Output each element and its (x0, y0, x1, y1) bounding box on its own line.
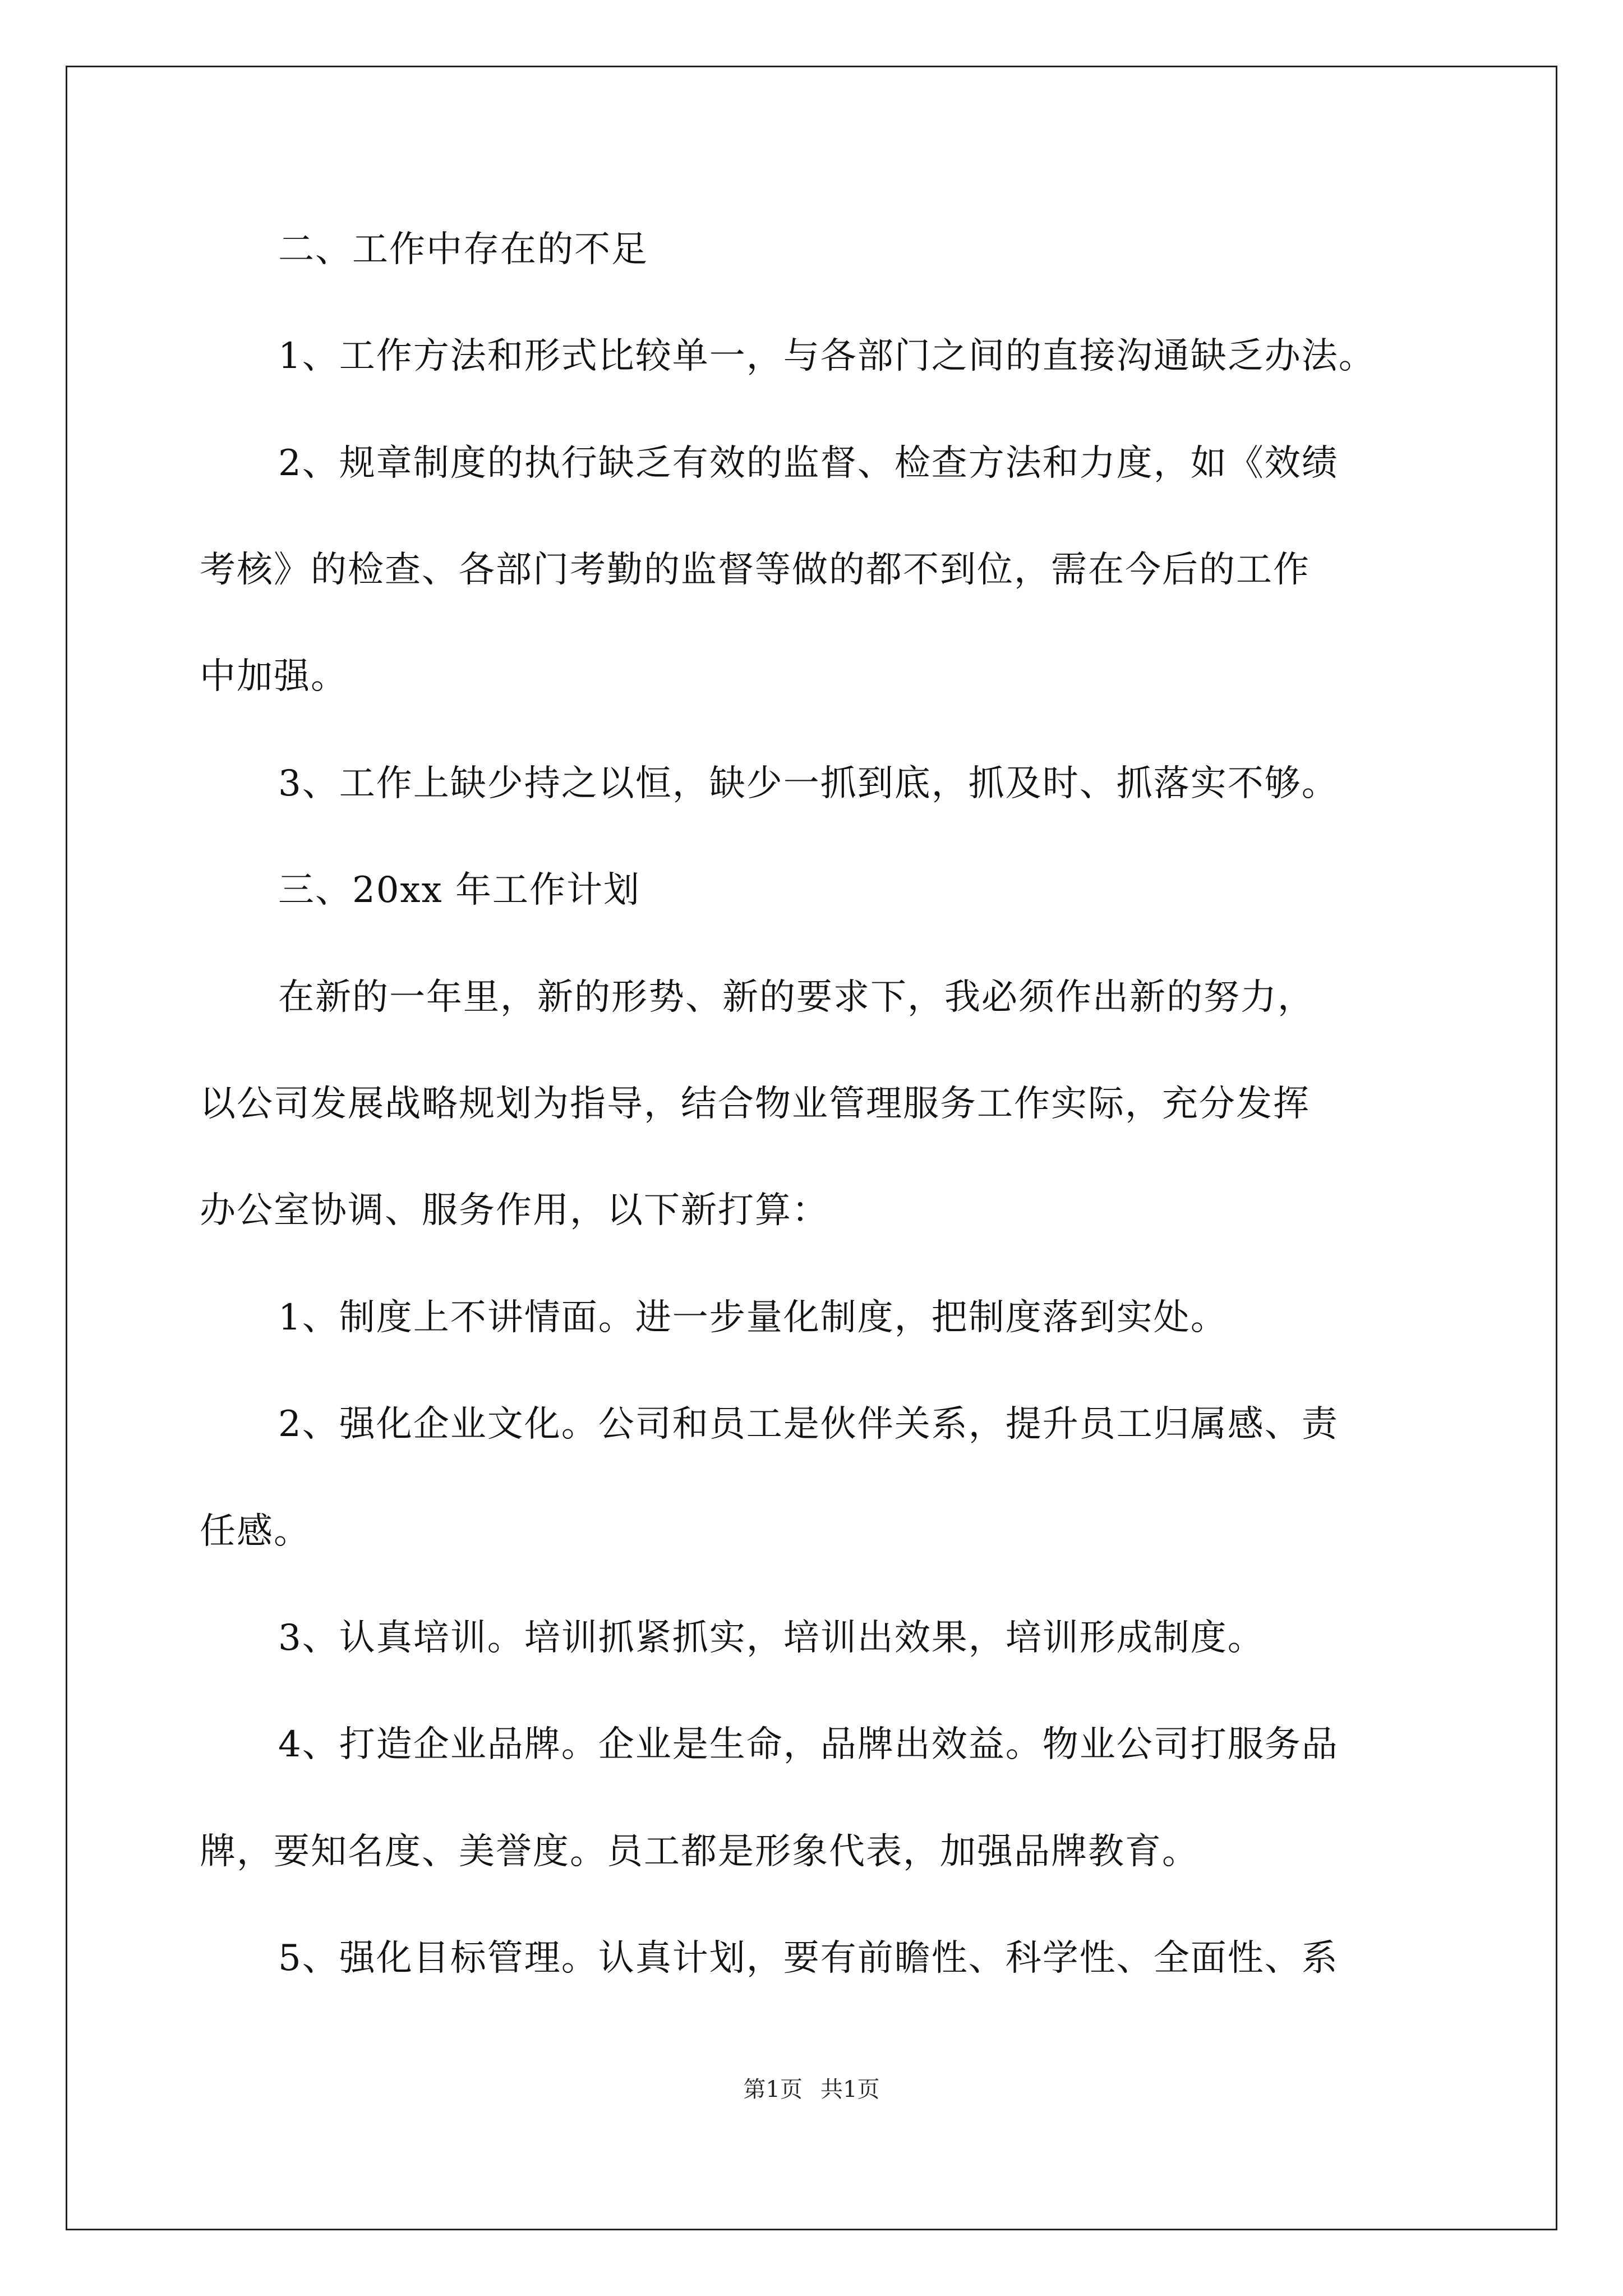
section-heading-plan: 三、20xx 年工作计划 (278, 869, 640, 911)
page-footer (0, 2076, 1623, 2104)
paragraph-line: 牌，要知名度、美誉度。员工都是形象代表，加强品牌教育。 (200, 1831, 1199, 1872)
page-number: 第1页 (743, 2077, 803, 2102)
paragraph-line: 办公室协调、服务作用，以下新打算： (200, 1190, 829, 1231)
paragraph-line: 5、强化目标管理。认真计划，要有前瞻性、科学性、全面性、系 (278, 1938, 1339, 1979)
paragraph-line: 4、打造企业品牌。企业是生命，品牌出效益。物业公司打服务品 (278, 1724, 1339, 1765)
paragraph-line: 中加强。 (200, 656, 348, 697)
paragraph-line: 2、规章制度的执行缺乏有效的监督、检查方法和力度，如《效绩 (278, 443, 1339, 484)
paragraph-line: 以公司发展战略规划为指导，结合物业管理服务工作实际，充分发挥 (200, 1083, 1310, 1125)
paragraph-line: 3、认真培训。培训抓紧抓实，培训出效果，培训形成制度。 (278, 1617, 1265, 1659)
section-heading-shortcomings: 二、工作中存在的不足 (278, 229, 648, 270)
page-total: 共1页 (820, 2077, 880, 2102)
paragraph-line: 1、制度上不讲情面。进一步量化制度，把制度落到实处。 (278, 1297, 1228, 1338)
paragraph-line: 在新的一年里，新的形势、新的要求下，我必须作出新的努力， (278, 977, 1315, 1018)
paragraph-line: 3、工作上缺少持之以恒，缺少一抓到底，抓及时、抓落实不够。 (278, 763, 1339, 804)
paragraph-line: 1、工作方法和形式比较单一，与各部门之间的直接沟通缺乏办法。 (278, 335, 1376, 377)
page-border (66, 66, 1557, 2230)
paragraph-line: 任感。 (200, 1511, 311, 1552)
paragraph-line: 2、强化企业文化。公司和员工是伙伴关系，提升员工归属感、责 (278, 1404, 1339, 1445)
paragraph-line: 考核》的检查、各部门考勤的监督等做的都不到位，需在今后的工作 (200, 549, 1310, 591)
